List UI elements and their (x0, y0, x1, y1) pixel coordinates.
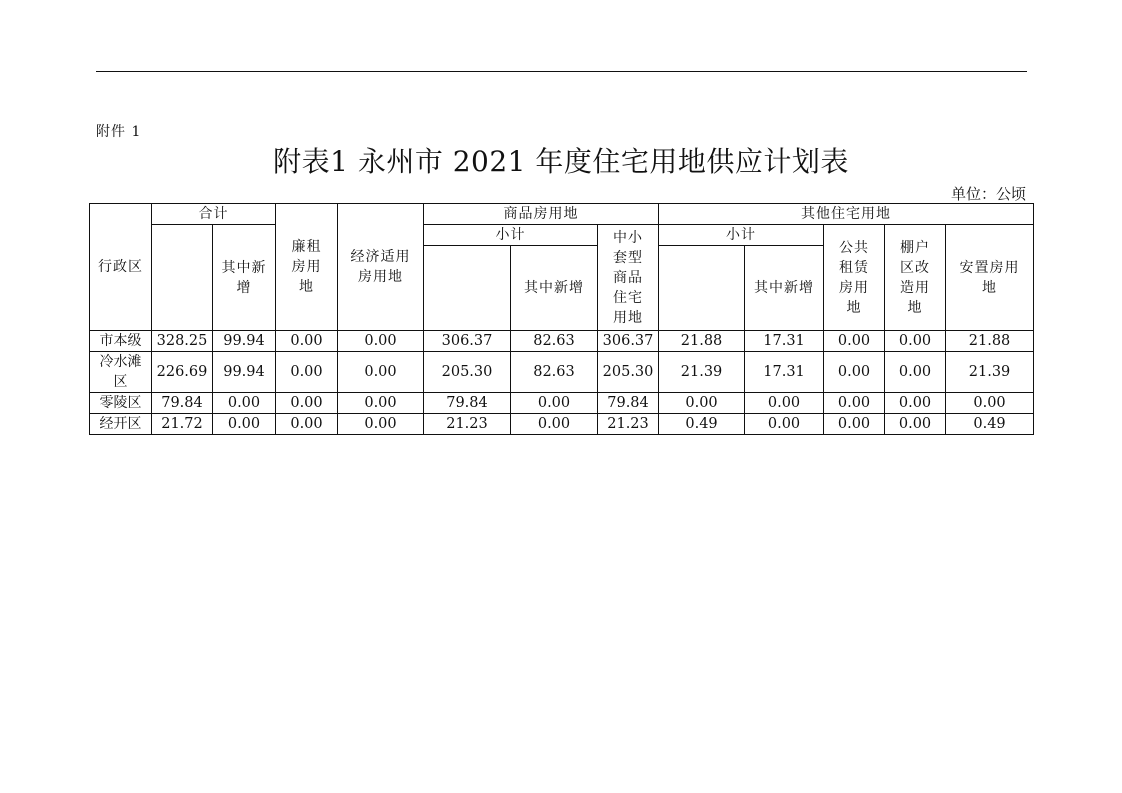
resettlement-cell: 0.49 (946, 414, 1034, 435)
affordable-cell: 0.00 (338, 414, 424, 435)
other-subtotal-cell: 0.49 (659, 414, 745, 435)
resettlement-cell: 0.00 (946, 393, 1034, 414)
total-cell: 21.72 (152, 414, 213, 435)
table-row (90, 414, 1034, 435)
shantytown-cell: 0.00 (885, 393, 946, 414)
header-commercial-subtotal-value (424, 246, 511, 331)
district-cell: 市本级 (90, 331, 152, 352)
small-medium-cell: 79.84 (598, 393, 659, 414)
district-cell: 冷水滩 区 (90, 352, 152, 393)
affordable-cell: 0.00 (338, 393, 424, 414)
public-rental-cell: 0.00 (824, 331, 885, 352)
total-cell: 226.69 (152, 352, 213, 393)
shantytown-cell: 0.00 (885, 352, 946, 393)
commercial-subtotal-cell: 21.23 (424, 414, 511, 435)
table-body (90, 331, 1034, 435)
header-resettlement: 安置房用 地 (946, 225, 1034, 331)
low-rent-cell: 0.00 (276, 331, 338, 352)
header-rule (96, 71, 1027, 72)
commercial-subtotal-cell: 306.37 (424, 331, 511, 352)
table-row (90, 393, 1034, 414)
total-new-cell: 0.00 (213, 393, 276, 414)
shantytown-cell: 0.00 (885, 331, 946, 352)
affordable-cell: 0.00 (338, 352, 424, 393)
other-new-cell: 0.00 (745, 414, 824, 435)
header-public-rental: 公共 租赁 房用 地 (824, 225, 885, 331)
affordable-cell: 0.00 (338, 331, 424, 352)
header-small-medium: 中小 套型 商品 住宅 用地 (598, 225, 659, 331)
header-commercial-group: 商品房用地 (424, 204, 659, 225)
header-other-subtotal-value (659, 246, 745, 331)
total-cell: 79.84 (152, 393, 213, 414)
total-new-cell: 0.00 (213, 414, 276, 435)
district-cell: 经开区 (90, 414, 152, 435)
table-row (90, 331, 1034, 352)
attachment-label: 附件 1 (96, 124, 142, 140)
header-row-1 (90, 204, 1034, 225)
header-total-new: 其中新 增 (213, 225, 276, 331)
header-shantytown: 棚户 区改 造用 地 (885, 225, 946, 331)
commercial-new-cell: 0.00 (511, 393, 598, 414)
header-commercial-new: 其中新增 (511, 246, 598, 331)
header-commercial-subtotal: 小计 (424, 225, 598, 246)
other-subtotal-cell: 21.39 (659, 352, 745, 393)
other-new-cell: 0.00 (745, 393, 824, 414)
unit-label: 单位：公顷 (950, 185, 1026, 203)
public-rental-cell: 0.00 (824, 352, 885, 393)
header-affordable: 经济适用 房用地 (338, 204, 424, 331)
low-rent-cell: 0.00 (276, 393, 338, 414)
page-title: 附表1 永州市 2021 年度住宅用地供应计划表 (273, 145, 849, 178)
header-other-subtotal: 小计 (659, 225, 824, 246)
low-rent-cell: 0.00 (276, 352, 338, 393)
total-new-cell: 99.94 (213, 331, 276, 352)
commercial-subtotal-cell: 205.30 (424, 352, 511, 393)
other-subtotal-cell: 21.88 (659, 331, 745, 352)
total-new-cell: 99.94 (213, 352, 276, 393)
other-new-cell: 17.31 (745, 352, 824, 393)
small-medium-cell: 21.23 (598, 414, 659, 435)
shantytown-cell: 0.00 (885, 414, 946, 435)
commercial-subtotal-cell: 79.84 (424, 393, 511, 414)
commercial-new-cell: 0.00 (511, 414, 598, 435)
header-low-rent: 廉租 房用 地 (276, 204, 338, 331)
resettlement-cell: 21.39 (946, 352, 1034, 393)
resettlement-cell: 21.88 (946, 331, 1034, 352)
header-other-group: 其他住宅用地 (659, 204, 1034, 225)
small-medium-cell: 205.30 (598, 352, 659, 393)
total-cell: 328.25 (152, 331, 213, 352)
header-total-group: 合计 (152, 204, 276, 225)
header-row-2 (90, 225, 1034, 246)
land-supply-table (89, 203, 1034, 435)
header-district: 行政区 (90, 204, 152, 331)
other-new-cell: 17.31 (745, 331, 824, 352)
public-rental-cell: 0.00 (824, 414, 885, 435)
table-row (90, 352, 1034, 393)
commercial-new-cell: 82.63 (511, 331, 598, 352)
district-cell: 零陵区 (90, 393, 152, 414)
commercial-new-cell: 82.63 (511, 352, 598, 393)
header-other-new: 其中新增 (745, 246, 824, 331)
public-rental-cell: 0.00 (824, 393, 885, 414)
low-rent-cell: 0.00 (276, 414, 338, 435)
other-subtotal-cell: 0.00 (659, 393, 745, 414)
header-total-value (152, 225, 213, 331)
small-medium-cell: 306.37 (598, 331, 659, 352)
